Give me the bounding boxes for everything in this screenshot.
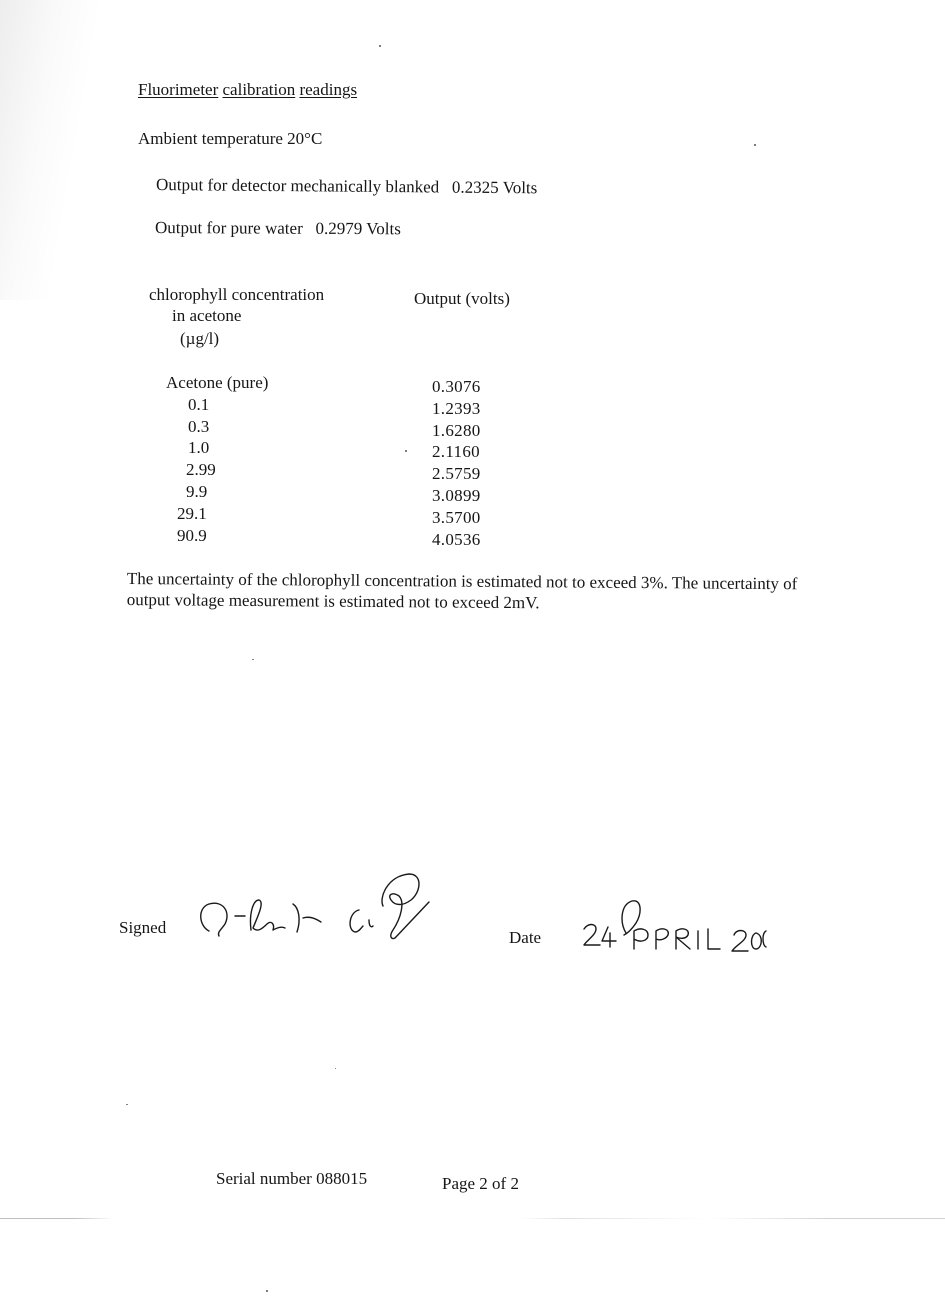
blanked-detector-output: Output for detector mechanically blanked 0.2325 Volts [155,175,538,198]
handwritten-date [580,893,770,958]
uncertainty-statement: The uncertainty of the chlorophyll concentration is estimated not to exceed 3%. The uncertainty of output voltage measurement is estimated not to exceed 2mV. [126,568,798,613]
output-column [432,376,522,550]
title-word: readings [299,80,358,99]
output-cell: 0.3076 [432,377,481,396]
concentration-header-line2: in acetone [172,306,242,325]
concentration-cell: Acetone (pure) [166,373,269,392]
concentration-cell: 2.99 [186,460,216,480]
title-word: calibration [222,80,296,99]
handwritten-signature [195,866,435,946]
concentration-cell: 9.9 [186,481,208,501]
pure-water-output: Output for pure water 0.2979 Volts [154,218,401,239]
scan-shadow [0,0,120,300]
output-cell: 1.6280 [432,420,481,440]
scan-speck [379,45,381,47]
scan-speck [335,1068,336,1069]
concentration-cell: 1.0 [188,438,210,458]
scan-speck [405,450,407,452]
document-title [138,80,357,100]
title-word: Fluorimeter [138,80,219,99]
scan-speck [252,659,254,660]
scan-speck [266,1290,268,1292]
scan-edge-line [0,1218,945,1219]
concentration-header-unit: (µg/l) [180,329,220,348]
concentration-cell: 90.9 [177,525,207,545]
signed-label: Signed [119,918,167,937]
scan-speck [754,144,756,146]
output-header: Output (volts) [414,289,510,308]
output-cell: 2.1160 [432,442,480,462]
concentration-header-line1: chlorophyll concentration [149,285,325,304]
output-cell: 3.5700 [432,507,481,527]
concentration-column [150,372,300,546]
ambient-temperature: Ambient temperature 20°C [138,129,323,148]
output-cell: 3.0899 [432,485,481,505]
concentration-cell: 0.3 [188,416,210,436]
scan-speck [126,1104,128,1105]
output-cell: 4.0536 [432,529,481,549]
concentration-cell: 29.1 [177,503,207,523]
output-cell: 1.2393 [432,398,481,418]
concentration-cell: 0.1 [188,394,210,414]
output-cell: 2.5759 [432,464,481,484]
serial-number: Serial number 088015 [216,1169,368,1188]
date-label: Date [509,928,542,947]
page-number: Page 2 of 2 [442,1174,519,1193]
